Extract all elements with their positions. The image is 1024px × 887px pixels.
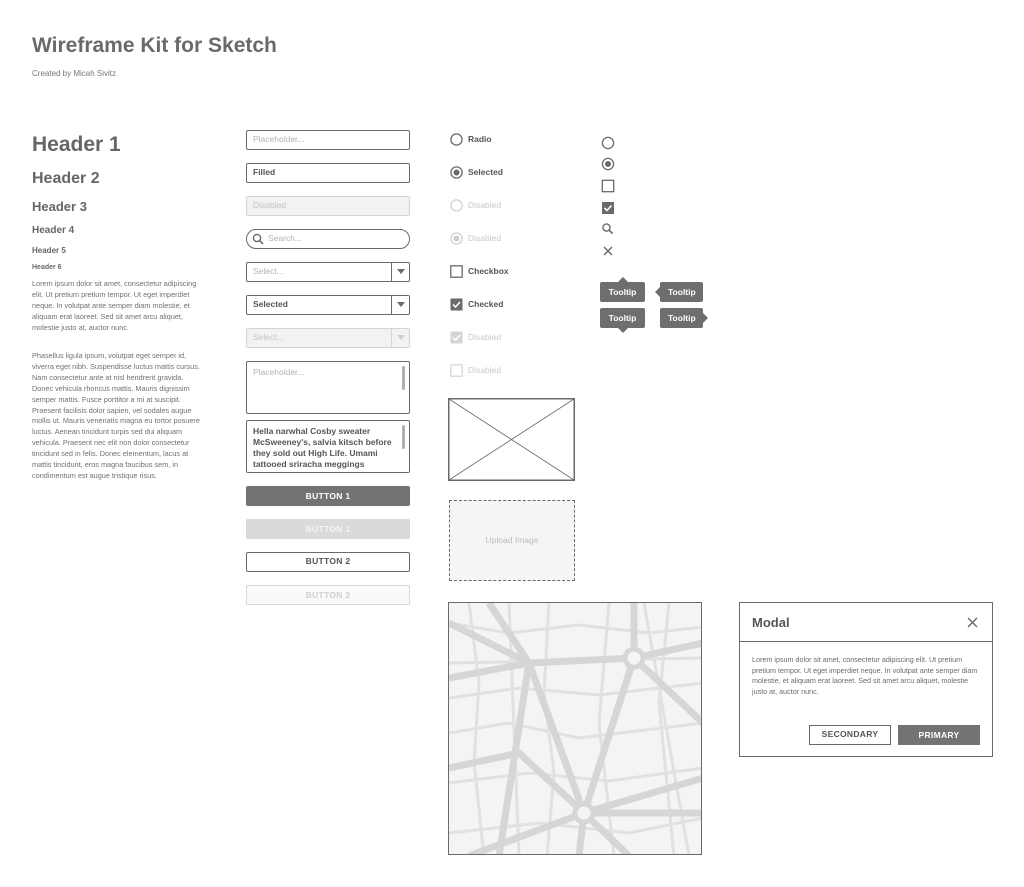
radio-label: Radio (468, 134, 492, 144)
chevron-down-icon[interactable] (391, 263, 409, 281)
radio-selected-disabled-icon (450, 232, 463, 245)
primary-button[interactable]: PRIMARY (898, 725, 980, 745)
body-paragraph-1: Lorem ipsum dolor sit amet, consectetur adipiscing elit. Ut pretium pretium tempor. Ut eget imperdiet neque. In volutpat ante semper diam molestie, et aliquam erat laoreet. Sed sit amet arcu aliquet, molestie justo at, auctor nunc. (32, 279, 197, 332)
checkbox-label: Checkbox (468, 266, 509, 276)
textarea-placeholder-text: Placeholder... (253, 367, 305, 377)
select-placeholder[interactable] (246, 262, 410, 282)
secondary-button[interactable]: SECONDARY (809, 725, 891, 745)
header-3: Header 3 (32, 199, 87, 214)
search-icon (252, 233, 264, 245)
checkbox-checked-disabled-icon (450, 331, 463, 344)
map[interactable] (448, 602, 702, 855)
radio-selected-icon (601, 157, 615, 171)
checkbox-checked-icon (601, 201, 615, 215)
modal-body-text: Lorem ipsum dolor sit amet, consectetur adipiscing elit. Ut pretium pretium tempor. Ut eget imperdiet neque. In volutpat ante semper diam molestie, et aliquam erat laoreet. Sed sit amet arcu aliquet, molestie justo at, auctor nunc. (752, 655, 978, 697)
close-icon (601, 244, 615, 258)
image-placeholder (448, 398, 575, 481)
checkbox-checked-label: Checked (468, 299, 504, 309)
header-4: Header 4 (32, 225, 75, 236)
scrollbar[interactable] (402, 425, 405, 449)
body-paragraph-2: Phasellus ligula ipsum, volutpat eget semper id, viverra eget nibh. Suspendisse luctus mattis cursus. Nam consectetur ante at nisl hendrerit gravida. Donec vehicula rhoncus mattis. Mauris dignissim semper mattis. Fusce porttitor a mi at suscipit. Praesent facilisis dolor sapien, vel sodales augue mollis ut. Mauris venenatis magna eu tortor posuere luctus. Aenean tincidunt turpis sed dui aliquam vehicula. Praesent nec elit non dolor consectetur tincidunt sed in felis. Donec elementum, lacus at mattis tincidunt, eros magna faucibus sem, in condimentum est augue tristique risus. (32, 351, 200, 480)
select-placeholder-label: Select... (253, 266, 284, 276)
checkbox-checked-icon[interactable] (450, 298, 463, 311)
text-input-disabled: Disabled (246, 196, 410, 216)
text-input-placeholder[interactable]: Placeholder... (246, 130, 410, 150)
tooltip-right-arrow: Tooltip (660, 308, 703, 328)
map-streets (449, 603, 702, 855)
search-input[interactable] (246, 229, 410, 249)
text-input-filled[interactable]: Filled (246, 163, 410, 183)
upload-label: Upload Image (485, 535, 539, 545)
radio-disabled-icon (450, 199, 463, 212)
select-selected[interactable] (246, 295, 410, 315)
textarea-filled-text: Hella narwhal Cosby sweater McSweeney's, salvia kitsch before they sold out High Life. Umami tattooed sriracha meggings (253, 426, 392, 469)
radio-selected-label: Selected (468, 167, 503, 177)
radio-disabled-label: Disabled (468, 200, 502, 210)
upload-image-dropzone[interactable] (449, 500, 575, 581)
checkbox-icon (601, 179, 615, 193)
checkbox-disabled-icon (450, 364, 463, 377)
header-2: Header 2 (32, 170, 100, 187)
page-subtitle: Created by Micah Sivitz (32, 69, 117, 78)
tooltip-bottom-arrow: Tooltip (600, 308, 645, 328)
button-2-disabled: BUTTON 2 (246, 585, 410, 605)
tooltip-left-arrow: Tooltip (660, 282, 703, 302)
select-disabled-label: Select... (253, 332, 284, 342)
close-icon[interactable] (967, 617, 978, 628)
modal-title: Modal (752, 615, 790, 630)
checkbox-icon[interactable] (450, 265, 463, 278)
modal-dialog (739, 602, 993, 757)
radio-icon[interactable] (450, 133, 463, 146)
scrollbar[interactable] (402, 366, 405, 390)
search-placeholder: Search... (268, 233, 303, 243)
checkbox-disabled-label: Disabled (468, 365, 502, 375)
textarea-placeholder[interactable] (246, 361, 410, 414)
search-icon (601, 222, 615, 236)
select-disabled (246, 328, 410, 348)
header-5: Header 5 (32, 246, 66, 255)
textarea-filled[interactable] (246, 420, 410, 473)
radio-selected-disabled-label: Disabled (468, 233, 502, 243)
modal-header (740, 603, 992, 642)
chevron-down-icon (391, 329, 409, 347)
header-1: Header 1 (32, 133, 121, 156)
select-selected-label: Selected (253, 299, 288, 309)
radio-selected-icon[interactable] (450, 166, 463, 179)
button-1[interactable]: BUTTON 1 (246, 486, 410, 506)
header-6: Header 6 (32, 264, 62, 271)
button-1-disabled: BUTTON 1 (246, 519, 410, 539)
page-title: Wireframe Kit for Sketch (32, 34, 277, 57)
button-2[interactable]: BUTTON 2 (246, 552, 410, 572)
tooltip-top-arrow: Tooltip (600, 282, 645, 302)
checkbox-checked-disabled-label: Disabled (468, 332, 502, 342)
chevron-down-icon[interactable] (391, 296, 409, 314)
radio-icon (601, 136, 615, 150)
